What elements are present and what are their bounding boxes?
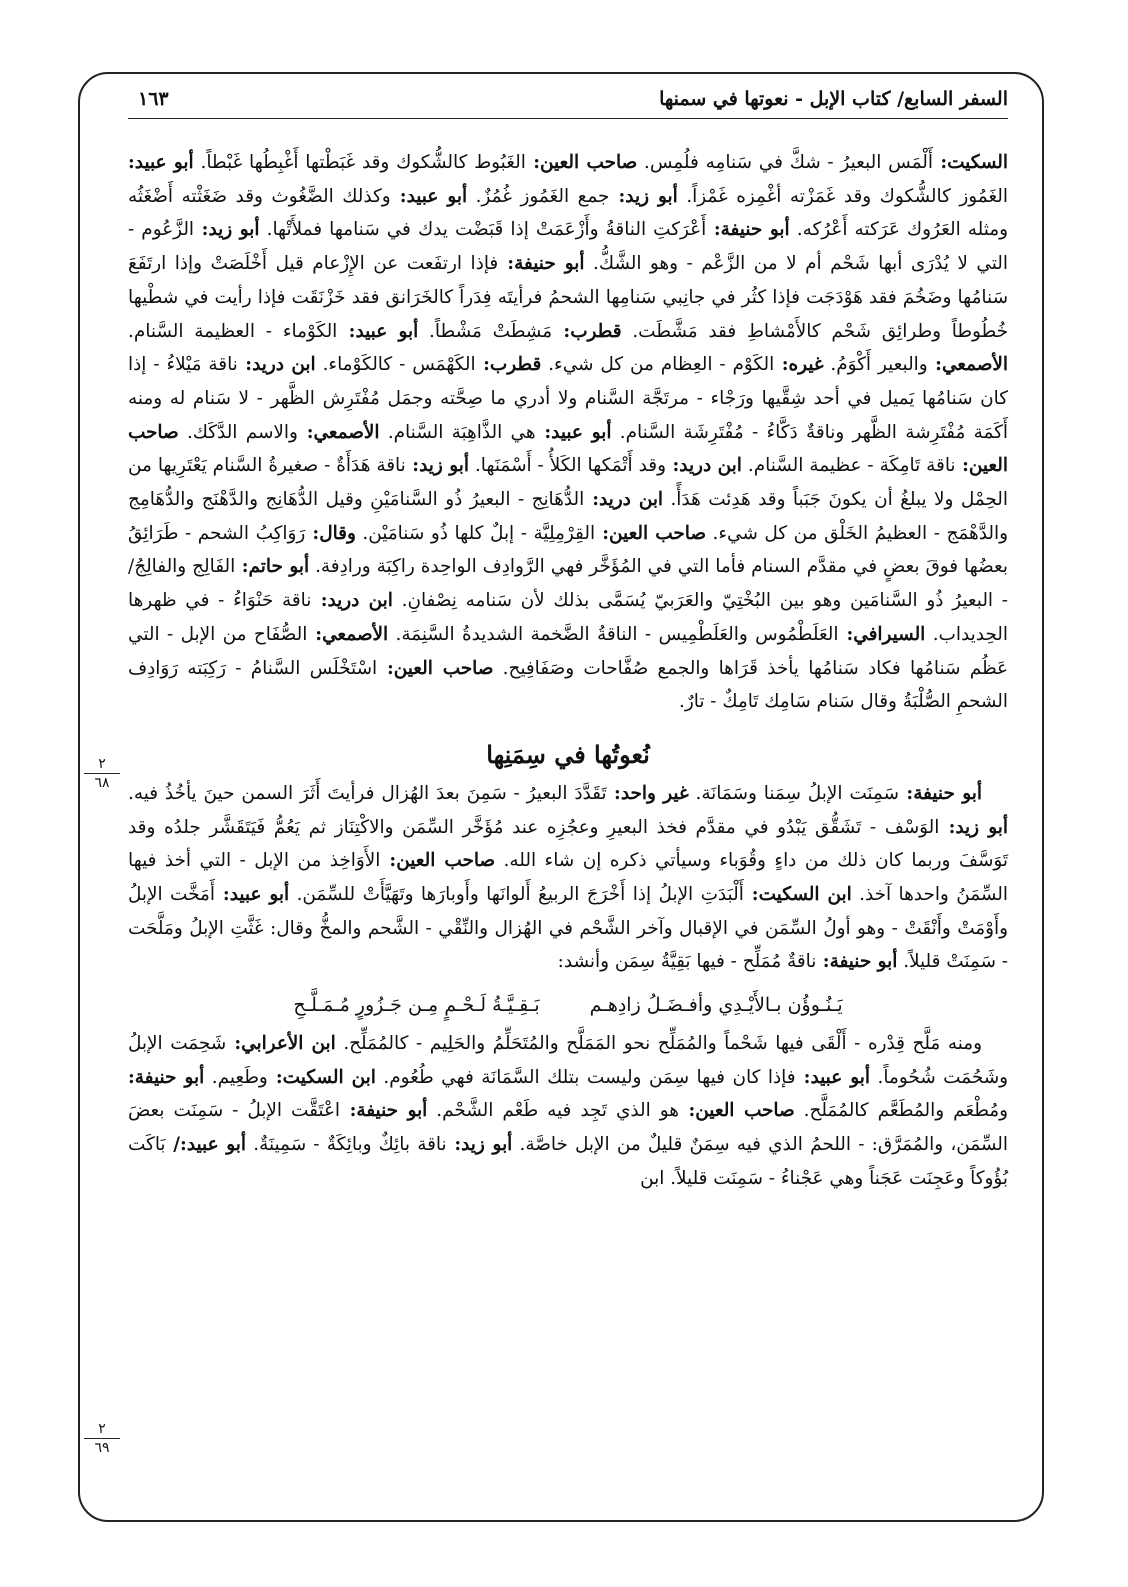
entry-paragraph-3 [128, 1027, 1008, 1196]
entry-text: الكَوْماء - العظيمة السَّنام. [128, 320, 338, 342]
speaker-name: ابن دريد: [665, 455, 742, 477]
speaker-name: ابن دريد: [237, 354, 316, 376]
entry-text: الغَمُوز كالشُّكوك وقد غَمَزْته أغْمِزه غَمْزاً. [677, 185, 1009, 207]
speaker-name: صاحب العين: [128, 421, 1008, 477]
entry-text: ناقة هَدَأَةٌ - صغيرةُ السَّنام يَعْتَرِيها من الحِمْل ولا يبلغُ أن يكونَ جَبَباً وقد هَدِئت هَدَأً. [128, 455, 1008, 511]
entry-text: رَوَاكِبُ الشحم - طَرَائِقُ بعضُها فوقَ بعضٍ في مقدَّم السنام فأما التي في المُؤَخَّر فهي الرَّوادِف الواحِدة راكِبَة ورادِفة. [128, 522, 1008, 578]
speaker-name: أبو حنيفة: [898, 782, 982, 804]
entry-text: تَقَدَّدَ البعيرُ - سَمِنَ بعدَ الهُزال فرأيتَ أَثَرَ السمن حينَ يأخُذُ فيه. [128, 782, 607, 804]
running-header [128, 86, 1008, 119]
speaker-name: أبو عبيد: [390, 185, 468, 207]
entry-text: القِرْمِلِيَّة - إبلٌ كلها ذُو سَنامَيْن. [355, 522, 596, 544]
entry-text: الأَوَاخِذ من الإبل - التي أخذ فيها السِّمَنُ واحدها آخذ. [128, 850, 1008, 906]
marker-bottom: ٦٨ [94, 775, 110, 791]
entry-text: ناقةٌ مُمَلِّح - فيها بَقِيَّةُ سِمَن وأنشد: [557, 951, 817, 973]
speaker-name: الأصمعي: [927, 354, 1008, 376]
entry-text: شَحِمَت الإبلُ وشَحُمَت شُحُوماً. [128, 1032, 1008, 1088]
entry-text: هي الذَّاهِبَة السَّنام. [379, 421, 536, 443]
speaker-name: أبو عبيد: [337, 320, 419, 342]
entry-text: الوَسْف - تَشَقُّق يَبْدُو في مقدَّم فخذ البعيرِ وعجُزِه عند مُؤَخَّر السِّمَن والاكْتِنَاز ثم يَعُمُّ فَيَتَقَشَّر جلدُه وقد تَوَسَّفَ وربما كان ذلك من داءٍ وقُوَباء وسيأتي ذكره إن شاء الله. [128, 816, 1008, 872]
marker-top: ٢ [84, 1421, 120, 1439]
entry-text: اعْتَقَّت الإبلُ - سَمِنَت بعضَ السِّمَن، والمُمَرَّق: - اللحمُ الذي فيه سِمَنٌ قليلٌ من الإبل خاصَّة. [128, 1100, 1009, 1155]
entry-text: سَمِنَت الإبلُ سِمَنا وسَمَانَة. [688, 782, 899, 804]
marker-top: ٢ [84, 756, 120, 774]
speaker-name: صاحب العين: [525, 152, 638, 173]
speaker-name: أبو عبيد:/ [165, 1133, 247, 1155]
entry-text: هو الذي تَجِد فيه طَعْم الشَّحْم. [427, 1100, 679, 1122]
section-heading: نُعوتُها في سِمَنِها [486, 739, 650, 769]
speaker-name: ابن دريد: [584, 489, 664, 511]
entry-text: الدُّهَانِج - البعيرُ ذُو السَّنامَيْنِ وقيل الدُّهَانِج والدَّهْنَج والدُّهَامِج والدَّهْمَج - العظيمُ الخَلْق من كل شيء. [128, 489, 1008, 544]
speaker-name: قطرب: [475, 354, 542, 376]
entry-text: أَمَخَّت الإبلُ وأَوْمَتْ وأَنْقَتْ - وهو أولُ السِّمَن في الإقبال وآخر الشَّحْم في الهُزال والنِّقْي - الشَّحم والمخُّ وقال: غَثَّتِ الإبلُ ومَلَّحَت - سَمِنَتْ قليلاً. [128, 884, 1008, 973]
entry-text: وكذلك الضَّغُوث وقد ضَغَثْته أَضْغَثُه ومثله العَرُوك عَرَكته أَعْرُكه. [128, 185, 1009, 241]
margin-folio-marker [84, 756, 120, 791]
speaker-name: أبو حنيفة: [706, 219, 790, 241]
entry-text: ومنه مَلَّح قِدْره - أَلْقَى فيها شَحْماً والمُمَلِّح نحو المَمَلَّح والمُتَحَلِّمُ والحَلِيم - كالمُمَلِّح. [335, 1032, 983, 1054]
entry-text: ناقة تَامِكَة - عظيمة السَّنام. [741, 455, 956, 477]
entry-text: الكَهْمَس - كالكَوْماء. [315, 354, 476, 376]
entry-text: ناقة بائِكٌ وبائِكَةٌ - سَمِينَةٌ. [246, 1133, 447, 1155]
speaker-name: ابن السكيت: [743, 884, 852, 906]
entry-text: الغَبُوط كالشُّكوك وقد غَبَطْتها أَغْبِطُها غَبْطاً. [193, 152, 526, 173]
entry-text: وقد أَتْمَكها الكَلأُ - أَسْمَنَها. [468, 455, 666, 477]
entry-text: والاسم الدَّكَك. [178, 421, 298, 443]
verse-first-hemistich: يَـنُـوؤُن بـالأَيْـدِي وأفـضَـلُ زادِهـم [589, 994, 843, 1017]
entry-text: أَعْرَكتِ الناقةُ وأَزْعَمَتْ إذا قَبَضْت يدك في سَنامها فملأَتْها. [259, 219, 707, 241]
speaker-name: الأصمعي: [297, 421, 380, 443]
speaker-name: غير واحد: [606, 782, 689, 804]
speaker-name: أبو عبيد: [128, 152, 194, 173]
speaker-name: وقال: [305, 522, 356, 544]
margin-folio-marker [84, 1421, 120, 1456]
entry-paragraph-1 [128, 146, 1008, 719]
entry-text: أَلْبَدَتِ الإبلُ إذا أَخْرَجَ الربيعُ أَلوانَها وأَوبارَها وتَهَيَّأَتْ للسِّمَن. [289, 884, 744, 906]
entry-text: الفَالِج والفالِجُ/ - البعيرُ ذُو السَّنامَين وهو بين البُخْتِيّ والعَرَبيّ يُسَمَّى بذلك لأن سَنامه نِصْفانِ. [128, 556, 1008, 612]
page-body [128, 146, 1008, 1195]
speaker-name: أبو حنيفة: [498, 253, 585, 275]
speaker-name: أبو زيد: [446, 1133, 513, 1155]
entry-text: ومُطْعَم والمُطَعَّم كالمُمَلَّح. [794, 1100, 1009, 1122]
entry-text: جمع الغَمُوز غُمُزٌ. [467, 185, 610, 207]
speaker-name: أبو حنيفة: [816, 951, 898, 973]
speaker-name: أبو عبيد: [795, 1066, 870, 1088]
speaker-name: أبو حنيفة: [340, 1100, 428, 1122]
speaker-name: صاحب العين: [595, 522, 706, 544]
speaker-name: أبو زيد: [939, 816, 1009, 838]
speaker-name: صاحب العين: [678, 1100, 795, 1122]
speaker-name: صاحب العين: [380, 850, 496, 872]
entry-text: اسْتَخْلَس السَّنامُ - رَكِبَته رَوَادِف الشحمِ الصُّلْبَةُ وقال سَنام سَامِك تَامِكٌ - تارٌ. [128, 657, 1008, 713]
speaker-name: غيره: [774, 354, 824, 376]
poetry-verse [128, 989, 1008, 1023]
entry-text: فإذا كان فيها سِمَن وليست بتلك السَّمَانَة فهي طُعُوم. [375, 1066, 796, 1088]
entry-text: ناقة حَنْوَاءُ - في ظهرها الحِديداب. [128, 590, 1008, 645]
speaker-name: ابن الأعرابي: [226, 1032, 336, 1054]
entry-text: أَلْمَس البعيرُ - شكَّ في سَنامِه فلُمِس. [637, 152, 933, 173]
entry-text: الكَوْم - العِظام من كل شيء. [541, 354, 775, 376]
entry-text: بَاكَت بُؤُوكاً وعَجِنَت عَجَناً وهي عَجْناءُ - سَمِنَت قليلاً. ابن [128, 1133, 1008, 1189]
entry-text: مَشِطَتْ مَشْطاً. [418, 320, 553, 342]
entry-paragraph-2 [128, 777, 1008, 979]
speaker-name: أبو حنيفة: [128, 1066, 205, 1088]
speaker-name: أبو حاتم: [235, 556, 310, 578]
speaker-name: الأصمعي: [307, 623, 389, 645]
speaker-name: أبو زيد: [609, 185, 678, 207]
speaker-name: ابن دريد: [311, 590, 393, 612]
speaker-name: أبو عبيد: [535, 421, 612, 443]
speaker-name: قطرب: [552, 320, 622, 342]
entry-text: وطَعِيم. [204, 1066, 268, 1088]
entry-text: والبعير أَكْوَمُ. [823, 354, 928, 376]
speaker-name: السكيت: [932, 152, 1008, 173]
entry-text: فإذا ارتفَعت عن الإِزْعام قيل أَخْلَصَتْ وإذا ارتَفَعَ سَنامُها وضَخُمَ فقد هَوْدَجَت فإذا كثُر في جانِبي سَنامِها الشحمُ فرأيتَه فِدَراً كالخَرَانق فقد خَزْنَقَت فإذا رأيت في شطْيها خُطُوطاً وطرائِق شَحْم كالأَمْشاطِ فقد مَشَّطَت. [128, 253, 1008, 342]
header-title: السفر السابع/ كتاب الإبل - نعوتها في سمنها [659, 88, 1008, 110]
entry-text: العَلَطْمُوس والعَلَطْمِيس - الناقةُ الضَّخمة الشديدةُ السَّنِمَة. [388, 623, 839, 645]
marker-bottom: ٦٩ [94, 1440, 110, 1456]
speaker-name: ابن السكيت: [267, 1066, 376, 1088]
speaker-name: أبو عبيد: [214, 884, 290, 906]
speaker-name: أبو زيد: [405, 455, 469, 477]
speaker-name: صاحب العين: [377, 657, 494, 679]
speaker-name: أبو زيد: [194, 219, 260, 241]
entry-text: ناقة مَيْلاءُ - إذا كان سَنامُها يَميل في أحد شِقَّيها ورَجْاء - مرتَجَّة السَّنام ولا أدري ما صِحَّته وجمَل مُفْتَرِش الظَّهر - لا سَنام له ومنه أَكَمَة مُفْتَرِشة الظَّهر وناقةٌ دَكَّاءُ - مُفْتَرِشَة السَّنام. [128, 354, 1008, 443]
entry-text: الصُّفَاح من الإبل - التي عَظُم سَنامُها فكاد سَنامُها يأخذ قَرَاها والجمع صُفَّاحات وصَفَافِيح. [128, 623, 1009, 679]
page-number: ١٦٣ [138, 88, 169, 110]
verse-second-hemistich: بَـقِـيَّـةُ لَـحْـمٍ مِـن جَـزُورٍ مُـمَـلَّـحِ [293, 994, 540, 1017]
speaker-name: السيرافي: [838, 623, 926, 645]
entry-text: الزَّعُوم - التي لا يُدْرَى أبها شَحْم أم لا من الزَّعْم - وهو الشَّكُّ. [128, 219, 1009, 275]
